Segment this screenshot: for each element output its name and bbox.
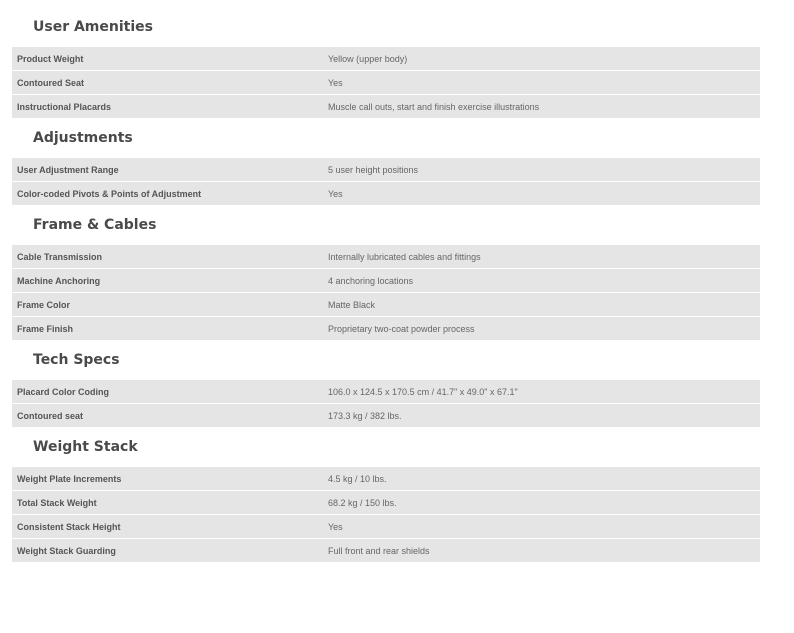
- spec-value: Yes: [328, 77, 343, 88]
- spec-label: Frame Finish: [17, 323, 74, 334]
- section-title: Frame & Cables: [33, 217, 157, 233]
- spec-label: Contoured seat: [17, 410, 84, 421]
- spec-value: 4 anchoring locations: [328, 275, 414, 286]
- spec-row: [12, 491, 760, 515]
- spec-label: Consistent Stack Height: [17, 521, 121, 532]
- spec-label: Frame Color: [17, 299, 71, 310]
- spec-value: 106.0 x 124.5 x 170.5 cm / 41.7" x 49.0" x 67.1": [328, 386, 518, 397]
- section-tech-specs: [12, 351, 760, 427]
- spec-row: [12, 515, 760, 539]
- spec-label: Instructional Placards: [17, 101, 112, 112]
- spec-table: [12, 47, 760, 118]
- spec-value: Yes: [328, 521, 343, 532]
- spec-value: 68.2 kg / 150 lbs.: [328, 497, 397, 508]
- spec-row: [12, 539, 760, 562]
- spec-row: [12, 245, 760, 269]
- spec-value: 5 user height positions: [328, 164, 419, 175]
- spec-label: Weight Plate Increments: [17, 473, 122, 484]
- spec-row: [12, 293, 760, 317]
- spec-label: Color-coded Pivots & Points of Adjustment: [17, 188, 202, 199]
- spec-sheet: [12, 0, 760, 562]
- section-user-amenities: [12, 18, 760, 118]
- spec-table: [12, 467, 760, 562]
- spec-label: Weight Stack Guarding: [17, 545, 116, 556]
- spec-table: [12, 380, 760, 427]
- spec-row: [12, 380, 760, 404]
- spec-value: Yellow (upper body): [328, 53, 408, 64]
- spec-row: [12, 182, 760, 205]
- spec-value: 173.3 kg / 382 lbs.: [328, 410, 402, 421]
- spec-label: Total Stack Weight: [17, 497, 97, 508]
- spec-value: Yes: [328, 188, 343, 199]
- spec-label: Placard Color Coding: [17, 386, 110, 397]
- spec-row: [12, 47, 760, 71]
- spec-row: [12, 158, 760, 182]
- spec-label: Contoured Seat: [17, 77, 85, 88]
- section-title: Tech Specs: [33, 352, 120, 368]
- spec-table: [12, 158, 760, 205]
- spec-value: Muscle call outs, start and finish exercise illustrations: [328, 101, 540, 112]
- spec-value: Proprietary two-coat powder process: [328, 323, 475, 334]
- spec-row: [12, 467, 760, 491]
- spec-value: Internally lubricated cables and fittings: [328, 251, 481, 262]
- spec-row: [12, 317, 760, 340]
- section-title: Adjustments: [33, 130, 133, 146]
- section-adjustments: [12, 129, 760, 205]
- spec-row: [12, 95, 760, 118]
- section-title: User Amenities: [33, 19, 153, 35]
- spec-label: Cable Transmission: [17, 251, 103, 262]
- spec-row: [12, 71, 760, 95]
- spec-label: User Adjustment Range: [17, 164, 119, 175]
- spec-value: Full front and rear shields: [328, 545, 430, 556]
- section-weight-stack: [12, 438, 760, 562]
- spec-label: Machine Anchoring: [17, 275, 101, 286]
- spec-table: [12, 245, 760, 340]
- spec-label: Product Weight: [17, 53, 84, 64]
- spec-row: [12, 404, 760, 427]
- section-title: Weight Stack: [33, 439, 138, 455]
- section-frame-cables: [12, 216, 760, 340]
- spec-value: Matte Black: [328, 299, 376, 310]
- spec-value: 4.5 kg / 10 lbs.: [328, 473, 387, 484]
- spec-row: [12, 269, 760, 293]
